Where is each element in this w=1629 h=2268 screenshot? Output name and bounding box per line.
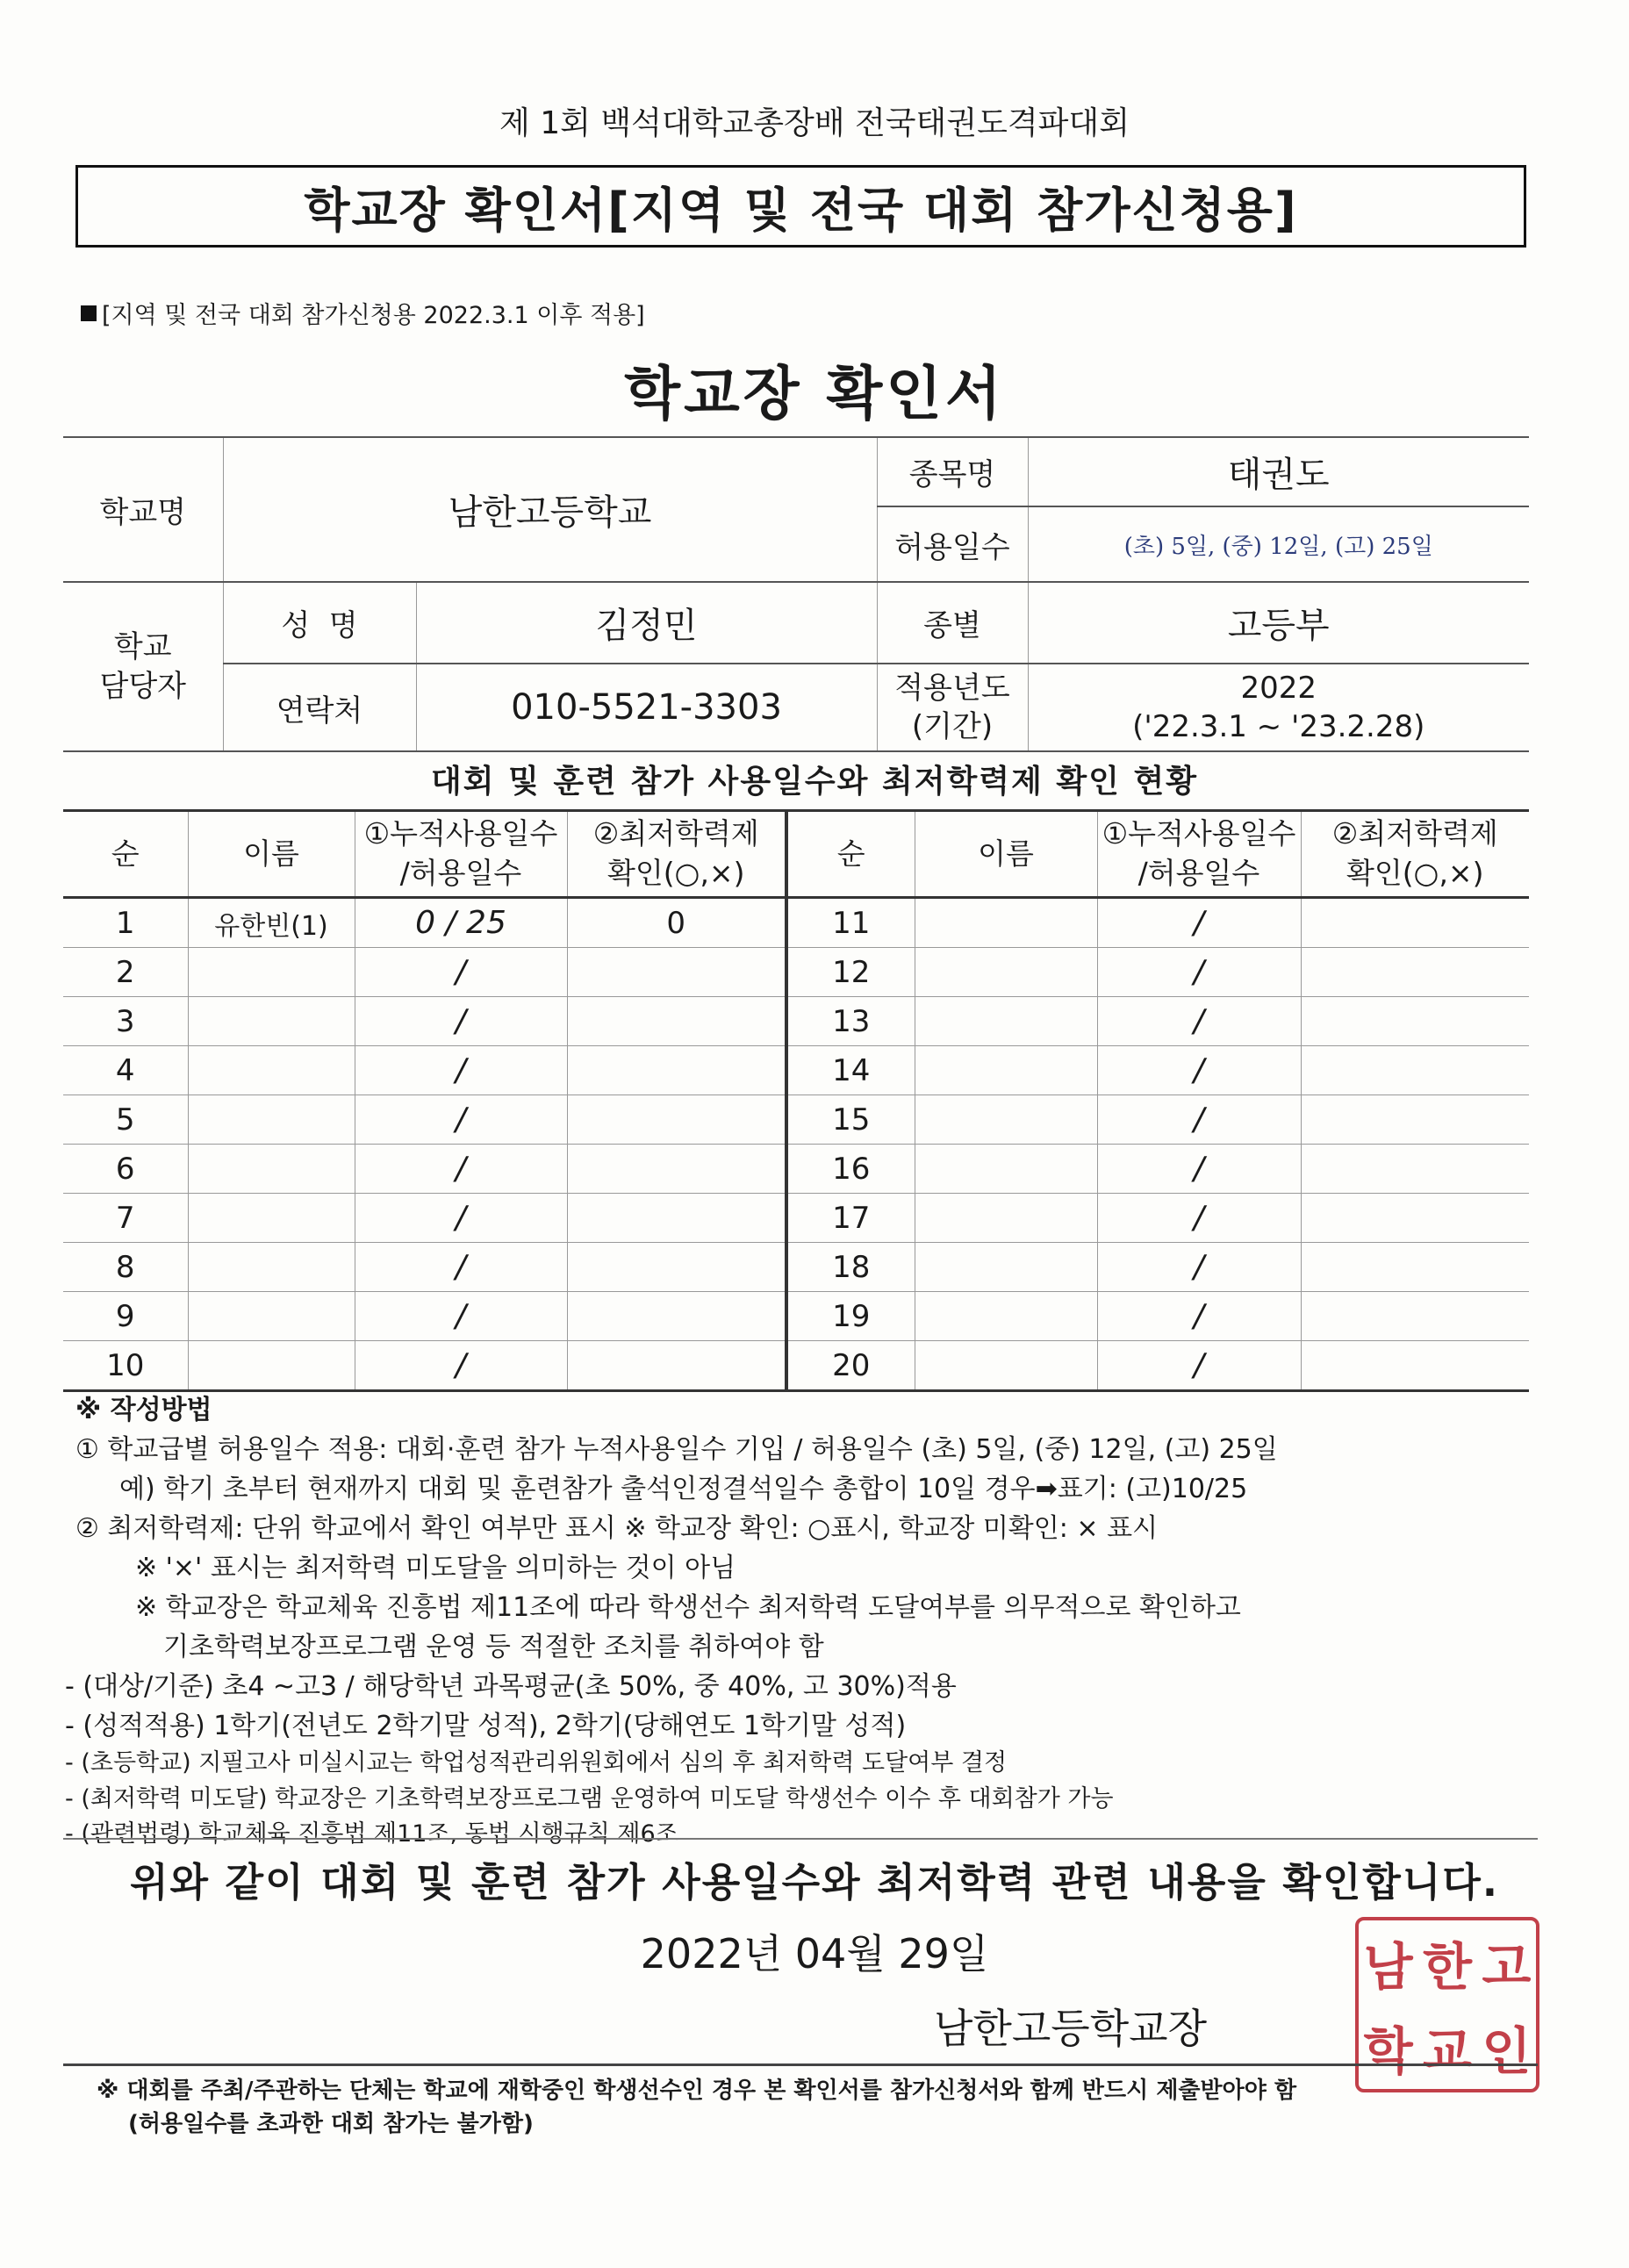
confirmation-statement: 위와 같이 대회 및 훈련 참가 사용일수와 최저학력 관련 내용을 확인합니다. <box>130 1859 1499 1906</box>
student-name-cell <box>915 997 1097 1046</box>
row-number-cell: 20 <box>786 1341 915 1391</box>
header-name: 이름 <box>188 811 355 898</box>
academic-check-cell <box>1301 1243 1529 1292</box>
header-no: 순 <box>63 811 188 898</box>
row-number-cell: 19 <box>786 1292 915 1341</box>
student-name-cell <box>915 948 1097 997</box>
document-title: 학교장 확인서 <box>624 360 1005 427</box>
period-value <box>1028 664 1529 751</box>
period-label: 적용년도 (기간) <box>877 664 1028 751</box>
student-name-cell <box>188 948 355 997</box>
form-note-text: [지역 및 전국 대회 참가신청용 2022.3.1 이후 적용] <box>102 302 645 329</box>
instruction-line: ※ 학교장은 학교체육 진흥법 제11조에 따라 학생선수 최저학력 도달여부를 의무적으로 확인하고 <box>135 1592 1241 1623</box>
document-date: 2022년 04월 29일 <box>640 1930 989 1977</box>
student-name-cell <box>188 1095 355 1145</box>
allowed-days-label: 허용일수 <box>877 506 1028 582</box>
row-number-cell: 9 <box>63 1292 188 1341</box>
academic-check-cell <box>567 1243 786 1292</box>
academic-check-cell <box>1301 1095 1529 1145</box>
student-name-cell: 유한빈(1) <box>188 898 355 948</box>
usage-days-cell: / <box>1097 1046 1301 1095</box>
form-note <box>81 296 645 330</box>
usage-days-cell: / <box>1097 997 1301 1046</box>
usage-days-cell: / <box>1097 1194 1301 1243</box>
table-row <box>63 948 1529 997</box>
usage-days-cell: / <box>1097 1145 1301 1194</box>
header-no: 순 <box>786 811 915 898</box>
table-row <box>63 1243 1529 1292</box>
academic-check-cell <box>567 997 786 1046</box>
table-row <box>63 1046 1529 1095</box>
row-number-cell: 12 <box>786 948 915 997</box>
student-name-cell <box>915 1095 1097 1145</box>
academic-check-cell <box>1301 1292 1529 1341</box>
student-name-cell <box>915 1046 1097 1095</box>
student-name-cell <box>915 898 1097 948</box>
academic-check-cell <box>567 1341 786 1391</box>
usage-days-cell: / <box>1097 1292 1301 1341</box>
school-seal-stamp <box>1355 1917 1539 2092</box>
attendance-header-row <box>63 811 1529 898</box>
table-row <box>63 1145 1529 1194</box>
academic-check-cell <box>1301 997 1529 1046</box>
student-name-cell <box>188 1145 355 1194</box>
footer-note <box>97 2075 1296 2141</box>
phone-label: 연락처 <box>223 664 416 751</box>
header-usage: ①누적사용일수 /허용일수 <box>355 811 567 898</box>
header-usage: ①누적사용일수 /허용일수 <box>1097 811 1301 898</box>
row-number-cell: 7 <box>63 1194 188 1243</box>
instruction-line: - (대상/기준) 초4 ~고3 / 해당학년 과목평균(초 50%, 중 40%, 고 30%)적용 <box>65 1671 957 1702</box>
instruction-line: - (최저학력 미도달) 학교장은 기초학력보장프로그램 운영하여 미도달 학생선수 이수 후 대회참가 가능 <box>65 1784 1114 1812</box>
table-row <box>63 1194 1529 1243</box>
student-name-cell <box>915 1194 1097 1243</box>
footer-line: (허용일수를 초과한 대회 참가는 불가함) <box>128 2110 534 2137</box>
usage-days-cell: / <box>355 948 567 997</box>
divider <box>63 2063 1538 2066</box>
school-name-value: 남한고등학교 <box>223 437 877 582</box>
section-title: 대회 및 훈련 참가 사용일수와 최저학력제 확인 현황 <box>430 764 1199 800</box>
header-name: 이름 <box>915 811 1097 898</box>
contact-person-label: 학교 담당자 <box>63 582 223 751</box>
table-row <box>63 1292 1529 1341</box>
usage-days-cell: / <box>1097 1341 1301 1391</box>
period-range: ('22.3.1 ~ '23.2.28) <box>1132 709 1425 744</box>
sport-label: 종목명 <box>877 437 1028 506</box>
category-value: 고등부 <box>1028 582 1529 664</box>
academic-check-cell <box>567 948 786 997</box>
row-number-cell: 3 <box>63 997 188 1046</box>
usage-days-cell: / <box>355 997 567 1046</box>
instruction-line: ※ '×' 표시는 최저학력 미도달을 의미하는 것이 아님 <box>135 1553 736 1583</box>
academic-check-cell <box>1301 1046 1529 1095</box>
category-label: 종별 <box>877 582 1028 664</box>
instruction-line: 기초학력보장프로그램 운영 등 적절한 조치를 취하여야 함 <box>163 1632 824 1662</box>
row-number-cell: 16 <box>786 1145 915 1194</box>
usage-days-cell: / <box>355 1095 567 1145</box>
document-header-box: 학교장 확인서[지역 및 전국 대회 참가신청용] <box>75 165 1526 248</box>
row-number-cell: 14 <box>786 1046 915 1095</box>
row-number-cell: 1 <box>63 898 188 948</box>
student-name-cell <box>188 1243 355 1292</box>
usage-days-cell: / <box>355 1145 567 1194</box>
student-name-cell <box>188 1046 355 1095</box>
academic-check-cell <box>1301 1145 1529 1194</box>
academic-check-cell <box>1301 1194 1529 1243</box>
row-number-cell: 11 <box>786 898 915 948</box>
seal-char: 교 <box>1422 2021 1472 2081</box>
seal-char: 학 <box>1363 2021 1413 2081</box>
student-name-cell <box>188 997 355 1046</box>
instruction-line: - (관련법령) 학교체육 진흥법 제11조, 동법 시행규칙 제6조 <box>65 1820 678 1848</box>
student-name-cell <box>915 1243 1097 1292</box>
table-row <box>63 898 1529 948</box>
name-label: 성 명 <box>223 582 416 664</box>
instructions-heading: ※ 작성방법 <box>75 1395 212 1425</box>
usage-days-cell: / <box>1097 898 1301 948</box>
student-name-cell <box>188 1194 355 1243</box>
instruction-line: ② 최저학력제: 단위 학교에서 확인 여부만 표시 ※ 학교장 확인: ○표시, 학교장 미확인: × 표시 <box>75 1513 1159 1544</box>
table-row <box>63 997 1529 1046</box>
instruction-line: - (초등학교) 지필고사 미실시교는 학업성적관리위원회에서 심의 후 최저학력 도달여부 결정 <box>65 1749 1008 1776</box>
row-number-cell: 10 <box>63 1341 188 1391</box>
allowed-days-value: (초) 5일, (중) 12일, (고) 25일 <box>1028 506 1529 582</box>
student-name-cell <box>915 1145 1097 1194</box>
seal-char: 한 <box>1422 1937 1472 1997</box>
usage-days-cell: / <box>355 1292 567 1341</box>
header-check: ②최저학력제 확인(○,×) <box>1301 811 1529 898</box>
row-number-cell: 2 <box>63 948 188 997</box>
sport-value: 태권도 <box>1028 437 1529 506</box>
student-name-cell <box>188 1292 355 1341</box>
student-name-cell <box>915 1292 1097 1341</box>
usage-days-cell: 0 / 25 <box>355 898 567 948</box>
academic-check-cell <box>567 1194 786 1243</box>
principal-title: 남한고등학교장 <box>934 2005 1208 2052</box>
usage-days-cell: / <box>355 1046 567 1095</box>
seal-char: 고 <box>1482 1937 1532 1997</box>
academic-check-cell <box>567 1046 786 1095</box>
table-row <box>63 1341 1529 1391</box>
header-check: ②최저학력제 확인(○,×) <box>567 811 786 898</box>
row-number-cell: 6 <box>63 1145 188 1194</box>
attendance-table <box>63 809 1529 1392</box>
student-name-cell <box>915 1341 1097 1391</box>
usage-days-cell: / <box>355 1341 567 1391</box>
academic-check-cell: 0 <box>567 898 786 948</box>
year-value: 2022 <box>1240 670 1317 706</box>
instruction-line: - (성적적용) 1학기(전년도 2학기말 성적), 2학기(당해연도 1학기말 성적) <box>65 1711 907 1741</box>
academic-check-cell <box>567 1292 786 1341</box>
student-name-cell <box>188 1341 355 1391</box>
usage-days-cell: / <box>1097 1243 1301 1292</box>
row-number-cell: 13 <box>786 997 915 1046</box>
row-number-cell: 15 <box>786 1095 915 1145</box>
usage-days-cell: / <box>355 1194 567 1243</box>
phone-value: 010-5521-3303 <box>416 664 877 751</box>
academic-check-cell <box>567 1145 786 1194</box>
academic-check-cell <box>1301 948 1529 997</box>
instruction-line: 예) 학기 초부터 현재까지 대회 및 훈련참가 출석인정결석일수 총합이 10일 경우➡표기: (고)10/25 <box>119 1474 1248 1504</box>
name-value: 김정민 <box>416 582 877 664</box>
seal-char: 인 <box>1482 2021 1532 2081</box>
academic-check-cell <box>1301 1341 1529 1391</box>
usage-days-cell: / <box>355 1243 567 1292</box>
row-number-cell: 8 <box>63 1243 188 1292</box>
usage-days-cell: / <box>1097 1095 1301 1145</box>
academic-check-cell <box>567 1095 786 1145</box>
table-row <box>63 1095 1529 1145</box>
school-name-label: 학교명 <box>63 437 223 582</box>
divider <box>63 1838 1538 1840</box>
square-bullet-icon <box>81 305 97 321</box>
instructions <box>65 1390 1568 1853</box>
row-number-cell: 5 <box>63 1095 188 1145</box>
row-number-cell: 18 <box>786 1243 915 1292</box>
footer-line: ※ 대회를 주최/주관하는 단체는 학교에 재학중인 학생선수인 경우 본 확인서를 참가신청서와 함께 반드시 제출받아야 함 <box>97 2078 1297 2104</box>
school-info-table <box>63 436 1529 752</box>
event-title: 제 1회 백석대학교총장배 전국태권도격파대회 <box>499 105 1130 141</box>
row-number-cell: 4 <box>63 1046 188 1095</box>
instruction-line: ① 학교급별 허용일수 적용: 대회·훈련 참가 누적사용일수 기입 / 허용일수 (초) 5일, (중) 12일, (고) 25일 <box>75 1434 1278 1465</box>
seal-char: 남 <box>1363 1937 1413 1997</box>
academic-check-cell <box>1301 898 1529 948</box>
row-number-cell: 17 <box>786 1194 915 1243</box>
usage-days-cell: / <box>1097 948 1301 997</box>
